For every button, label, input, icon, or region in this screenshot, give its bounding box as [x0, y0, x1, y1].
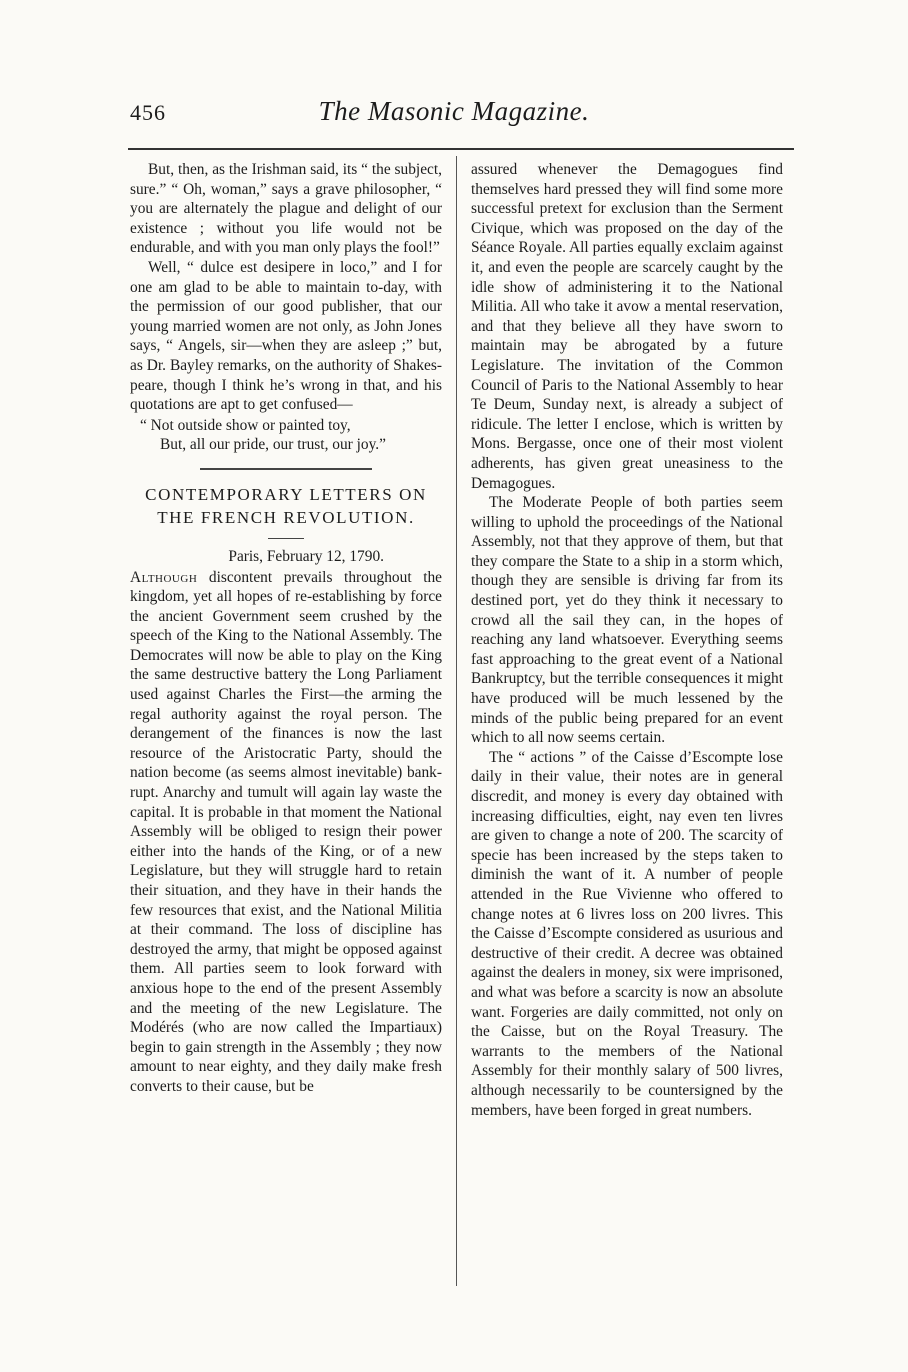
paragraph [130, 568, 442, 1097]
paragraph: Well, “ dulce est desipere in loco,” and I for one am glad to be able to maintain to-day, with the permission of our good publisher, that our young married women are not only, as John Jones says, “ Angels, sir—when they are asleep ;” but, as Dr. Bayley remarks, on the authority of Shakespeare, though I think he’s wrong in that, and his quotations are apt to get confused— [130, 258, 442, 414]
paragraph: But, then, as the Irishman said, its “ the subject, sure.” “ Oh, woman,” says a grave philosopher, “ you are alternately the plague and delight of our existence ; without you life would not be endurable, and with you man only plays the fool!” [130, 161, 442, 257]
page-number: 456 [130, 100, 166, 125]
lead-word: Although [130, 568, 198, 586]
section-title-line: CONTEMPORARY LETTERS ON [145, 484, 427, 504]
right-column [471, 160, 783, 1120]
ornamental-rule [200, 468, 372, 470]
paragraph: The “ actions ” of the Caisse d’Escompte lose daily in their value, their notes are in general discredit, and money is every day obtained with increasing difficulties, eight, nay even ten livres are given to change a note of 200. The scarcity of specie has been increased by the steps taken to diminish the want of it. A number of people attended in the Rue Vivienne who offered to change notes at 6 livres loss on 200 livres. This the Caisse d’Escompte considered as usurious and destructive of their credit. A decree was obtained against the dealers in money, six were imprisoned, and what was before a scarcity is now an absolute want. Forgeries are daily committed, not only on the Caisse, but on the Royal Treasury. The warrants to the members of the National Assembly for their monthly salary of 500 livres, although necessarily to be countersigned by the members, have been forged in great numbers. [471, 748, 783, 1119]
header-rule [128, 148, 794, 150]
short-rule [268, 538, 304, 539]
paragraph: assured whenever the Demagogues find themselves hard pressed they will find some more successful pretext for exclusion than the Serment Civique, which was proposed on the day of the Séance Royale. All parties equally exclaim against it, and even the people are scarcely caught by the idle show of administering it to the National Militia. All who take it avow a mental reservation, and that they believe all they have sworn to maintain may be abrogated by a future Legislature. The invitation of the Common Council of Paris to the National Assembly to hear Te Deum, Sunday next, is already a subject of ridicule. The letter I enclose, which is written by Mons. Bergasse, once one of their most violent adherents, has given great uneasiness to the Demagogues. [471, 161, 783, 492]
poem-line: “ Not outside show or painted toy, [140, 416, 351, 434]
paragraph-text: discontent prevails throughout the kingdom, yet all hopes of re-establishing by force the ancient Government seem crushed by the speech of the King to the National Assembly. The Democrates will now be able to play on the King the same destructive battery the Long Parliament used against Charles the First—the arming the regal authority against the royal person. The derangement of the finances is now the last resource of the Aristocratic Party, should the nation become (as seems almost inevitable) bankrupt. Anarchy and tumult will again lay waste the capital. It is probable in that moment the National Assembly will be obliged to resign their power either into the hands of the King, or of a new Legislature, but they will struggle hard to retain their situation, and they have in their hands the few resources that exist, and the National Militia at their command. The loss of discipline has destroyed the army, that might be opposed against them. All parties seem to look forward with anxious hope to the end of the present Assembly and the meeting of the new Legislature. The Modérés (who are now called the Impartiaux) begin to gain strength in the Assembly ; they now amount to near eighty, and they daily make fresh converts to their cause, but be [130, 568, 442, 1095]
section-title-line: THE FRENCH REVOLUTION. [157, 507, 415, 527]
poem-line: But, all our pride, our trust, our joy.” [160, 436, 386, 454]
running-title: The Masonic Magazine. [318, 96, 590, 126]
dateline: Paris, February 12, 1790. [228, 547, 384, 565]
column-divider [456, 156, 457, 1286]
poem-quote [130, 416, 442, 455]
section-title [130, 483, 442, 529]
left-column [130, 160, 442, 1097]
paragraph: The Moderate People of both parties seem willing to uphold the proceedings of the National Assembly, not that they approve of them, but that they compare the State to a ship in a storm which, though they are sensible is driving far from its destined port, yet do they think it necessary to crowd all the sail they can, in the hopes of reaching any land whatsoever. Everything seems fast approaching to the great event of a National Bankruptcy, but the terrible consequences it might have produced will be much lessened by the minds of the public being prepared for an event which to all now seems certain. [471, 494, 783, 747]
